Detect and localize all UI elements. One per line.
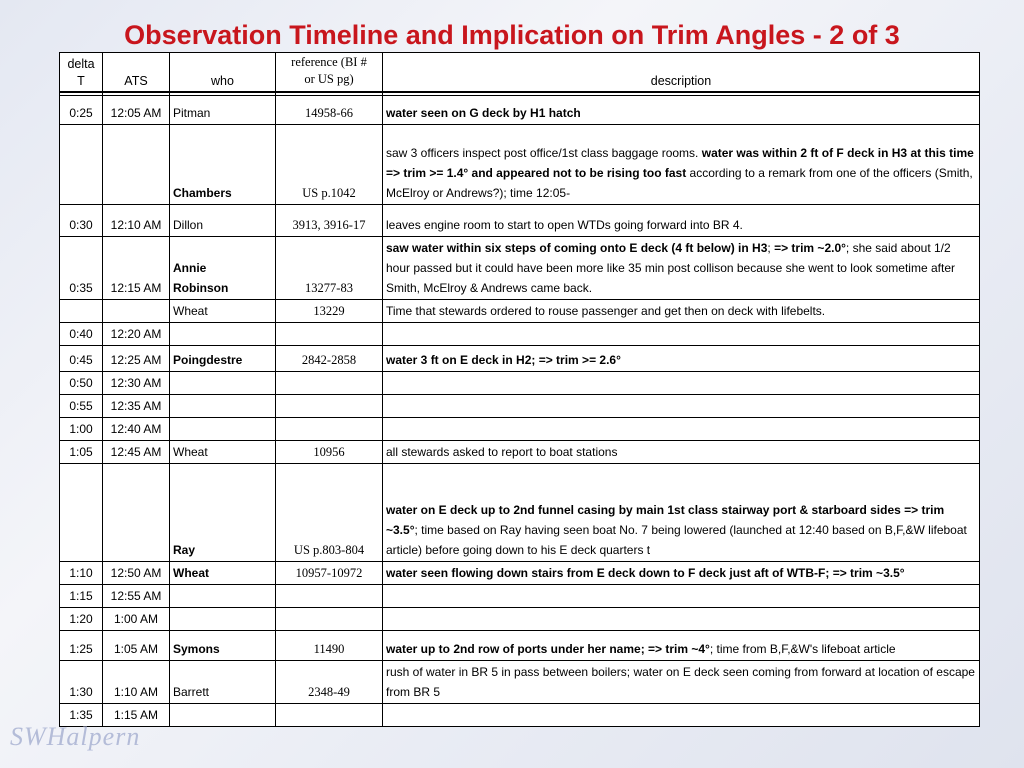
reference-cell xyxy=(276,418,383,441)
reference-cell xyxy=(276,395,383,418)
reference-cell: 10956 xyxy=(276,441,383,464)
who-cell xyxy=(170,585,276,608)
who-cell: Wheat xyxy=(170,441,276,464)
reference-cell: 13277-83 xyxy=(276,237,383,300)
who-cell: Chambers xyxy=(170,125,276,205)
description-cell xyxy=(383,418,980,441)
col-header-reference: reference (BI # or US pg) xyxy=(276,53,383,93)
ats-cell: 12:25 AM xyxy=(103,346,170,372)
who-cell: Barrett xyxy=(170,661,276,704)
ats-cell: 12:10 AM xyxy=(103,205,170,237)
description-cell xyxy=(383,395,980,418)
delta-cell: 1:15 xyxy=(60,585,103,608)
description-cell xyxy=(383,346,980,372)
reference-cell: 13229 xyxy=(276,300,383,323)
table-row xyxy=(60,608,980,631)
table-row xyxy=(60,631,980,661)
delta-cell: 1:35 xyxy=(60,704,103,727)
table-row xyxy=(60,372,980,395)
table-header-row xyxy=(60,53,980,93)
table-row xyxy=(60,585,980,608)
ats-cell: 12:55 AM xyxy=(103,585,170,608)
col-header-who: who xyxy=(170,53,276,93)
delta-cell: 0:45 xyxy=(60,346,103,372)
description-cell xyxy=(383,608,980,631)
description-text: water up to 2nd row of ports under her name; => trim ~4° xyxy=(386,642,710,656)
who-cell xyxy=(170,395,276,418)
ats-cell: 12:35 AM xyxy=(103,395,170,418)
who-cell xyxy=(170,704,276,727)
description-text: according to a remark from one of the officers (Smith, McElroy or Andrews?); time 12:05- xyxy=(386,166,973,200)
table-row xyxy=(60,418,980,441)
table-row xyxy=(60,704,980,727)
description-cell xyxy=(383,96,980,125)
description-cell xyxy=(383,704,980,727)
ats-cell xyxy=(103,300,170,323)
reference-cell: US p.803-804 xyxy=(276,464,383,562)
description-cell xyxy=(383,372,980,395)
ats-cell: 12:15 AM xyxy=(103,237,170,300)
reference-cell: 11490 xyxy=(276,631,383,661)
delta-cell: 0:50 xyxy=(60,372,103,395)
who-cell: Annie Robinson xyxy=(170,237,276,300)
description-cell xyxy=(383,464,980,562)
table-row xyxy=(60,562,980,585)
description-cell xyxy=(383,237,980,300)
who-cell: Poingdestre xyxy=(170,346,276,372)
table-row xyxy=(60,346,980,372)
ats-cell xyxy=(103,464,170,562)
description-cell xyxy=(383,323,980,346)
table-row xyxy=(60,464,980,562)
reference-cell xyxy=(276,585,383,608)
description-text: water 3 ft on E deck in H2; => trim >= 2.6° xyxy=(386,353,621,367)
ats-cell: 12:40 AM xyxy=(103,418,170,441)
delta-cell xyxy=(60,300,103,323)
delta-cell: 1:25 xyxy=(60,631,103,661)
ats-cell: 12:50 AM xyxy=(103,562,170,585)
delta-cell: 0:40 xyxy=(60,323,103,346)
table-row xyxy=(60,661,980,704)
ats-cell: 12:20 AM xyxy=(103,323,170,346)
who-cell xyxy=(170,418,276,441)
description-cell xyxy=(383,661,980,704)
description-text: leaves engine room to start to open WTDs going forward into BR 4. xyxy=(386,218,743,232)
delta-cell xyxy=(60,464,103,562)
description-text: water seen on G deck by H1 hatch xyxy=(386,106,581,120)
who-cell: Wheat xyxy=(170,300,276,323)
col-header-ats: ATS xyxy=(103,53,170,93)
description-text: water on E deck up to 2nd funnel casing by main 1st class stairway port & starboard sides => trim ~3.5° xyxy=(386,503,945,537)
description-text: rush of water in BR 5 in pass between boilers; water on E deck seen coming from forward at location of escape from BR 5 xyxy=(386,665,975,699)
description-cell xyxy=(383,300,980,323)
delta-cell: 0:25 xyxy=(60,96,103,125)
who-cell xyxy=(170,323,276,346)
description-cell xyxy=(383,441,980,464)
description-text: ; she said about 1/2 hour passed but it could have been more like 35 min post collison because she went to look sometime after Smith, McElroy & Andrews came back. xyxy=(386,241,955,295)
description-text: ; xyxy=(767,241,775,255)
timeline-table xyxy=(59,52,980,727)
delta-cell: 1:30 xyxy=(60,661,103,704)
who-cell xyxy=(170,372,276,395)
table-row xyxy=(60,205,980,237)
delta-cell: 0:30 xyxy=(60,205,103,237)
reference-cell: 10957-10972 xyxy=(276,562,383,585)
description-text: all stewards asked to report to boat stations xyxy=(386,445,618,459)
table-row xyxy=(60,125,980,205)
description-text: ; time from B,F,&W's lifeboat article xyxy=(709,642,896,656)
who-cell: Dillon xyxy=(170,205,276,237)
delta-cell xyxy=(60,125,103,205)
delta-cell: 1:10 xyxy=(60,562,103,585)
who-cell: Symons xyxy=(170,631,276,661)
ats-cell: 1:15 AM xyxy=(103,704,170,727)
ats-cell: 12:30 AM xyxy=(103,372,170,395)
reference-cell xyxy=(276,323,383,346)
description-cell xyxy=(383,562,980,585)
delta-cell: 0:55 xyxy=(60,395,103,418)
who-cell xyxy=(170,608,276,631)
who-cell: Wheat xyxy=(170,562,276,585)
page-title: Observation Timeline and Implication on Trim Angles - 2 of 3 xyxy=(124,20,900,50)
table-row xyxy=(60,300,980,323)
ats-cell: 12:45 AM xyxy=(103,441,170,464)
description-text: water seen flowing down stairs from E deck down to F deck just aft of WTB-F; => trim ~3.5° xyxy=(386,566,905,580)
description-cell xyxy=(383,585,980,608)
ats-cell: 12:05 AM xyxy=(103,96,170,125)
description-cell xyxy=(383,125,980,205)
description-text: ; time based on Ray having seen boat No. 7 being lowered (launched at 12:40 based on B,F,&W lifeboat article) before going down to his E deck quarters t xyxy=(386,523,967,557)
description-text: saw water within six steps of coming onto E deck (4 ft below) in H3 xyxy=(386,241,768,255)
reference-cell: 2348-49 xyxy=(276,661,383,704)
reference-cell xyxy=(276,704,383,727)
description-cell xyxy=(383,205,980,237)
author-watermark: SWHalpern xyxy=(10,722,141,751)
delta-cell: 0:35 xyxy=(60,237,103,300)
description-text: Time that stewards ordered to rouse passenger and get then on deck with lifebelts. xyxy=(386,304,826,318)
ats-cell: 1:00 AM xyxy=(103,608,170,631)
table-row xyxy=(60,237,980,300)
table-row xyxy=(60,96,980,125)
delta-cell: 1:00 xyxy=(60,418,103,441)
table-row xyxy=(60,323,980,346)
who-cell: Pitman xyxy=(170,96,276,125)
delta-cell: 1:05 xyxy=(60,441,103,464)
description-text: saw 3 officers inspect post office/1st class baggage rooms. xyxy=(386,146,702,160)
col-header-delta: delta T xyxy=(60,53,103,93)
reference-cell: 2842-2858 xyxy=(276,346,383,372)
description-cell xyxy=(383,631,980,661)
reference-cell: 3913, 3916-17 xyxy=(276,205,383,237)
col-header-description: description xyxy=(383,53,980,93)
delta-cell: 1:20 xyxy=(60,608,103,631)
reference-cell xyxy=(276,608,383,631)
ats-cell xyxy=(103,125,170,205)
description-text: water was within 2 ft of F deck in H3 at this time => trim >= 1.4° and appeared not to be rising too fast xyxy=(386,146,974,180)
reference-cell: US p.1042 xyxy=(276,125,383,205)
table-row xyxy=(60,395,980,418)
ats-cell: 1:05 AM xyxy=(103,631,170,661)
who-cell: Ray xyxy=(170,464,276,562)
table-row xyxy=(60,441,980,464)
description-text: => trim ~2.0° xyxy=(774,241,846,255)
ats-cell: 1:10 AM xyxy=(103,661,170,704)
reference-cell: 14958-66 xyxy=(276,96,383,125)
reference-cell xyxy=(276,372,383,395)
